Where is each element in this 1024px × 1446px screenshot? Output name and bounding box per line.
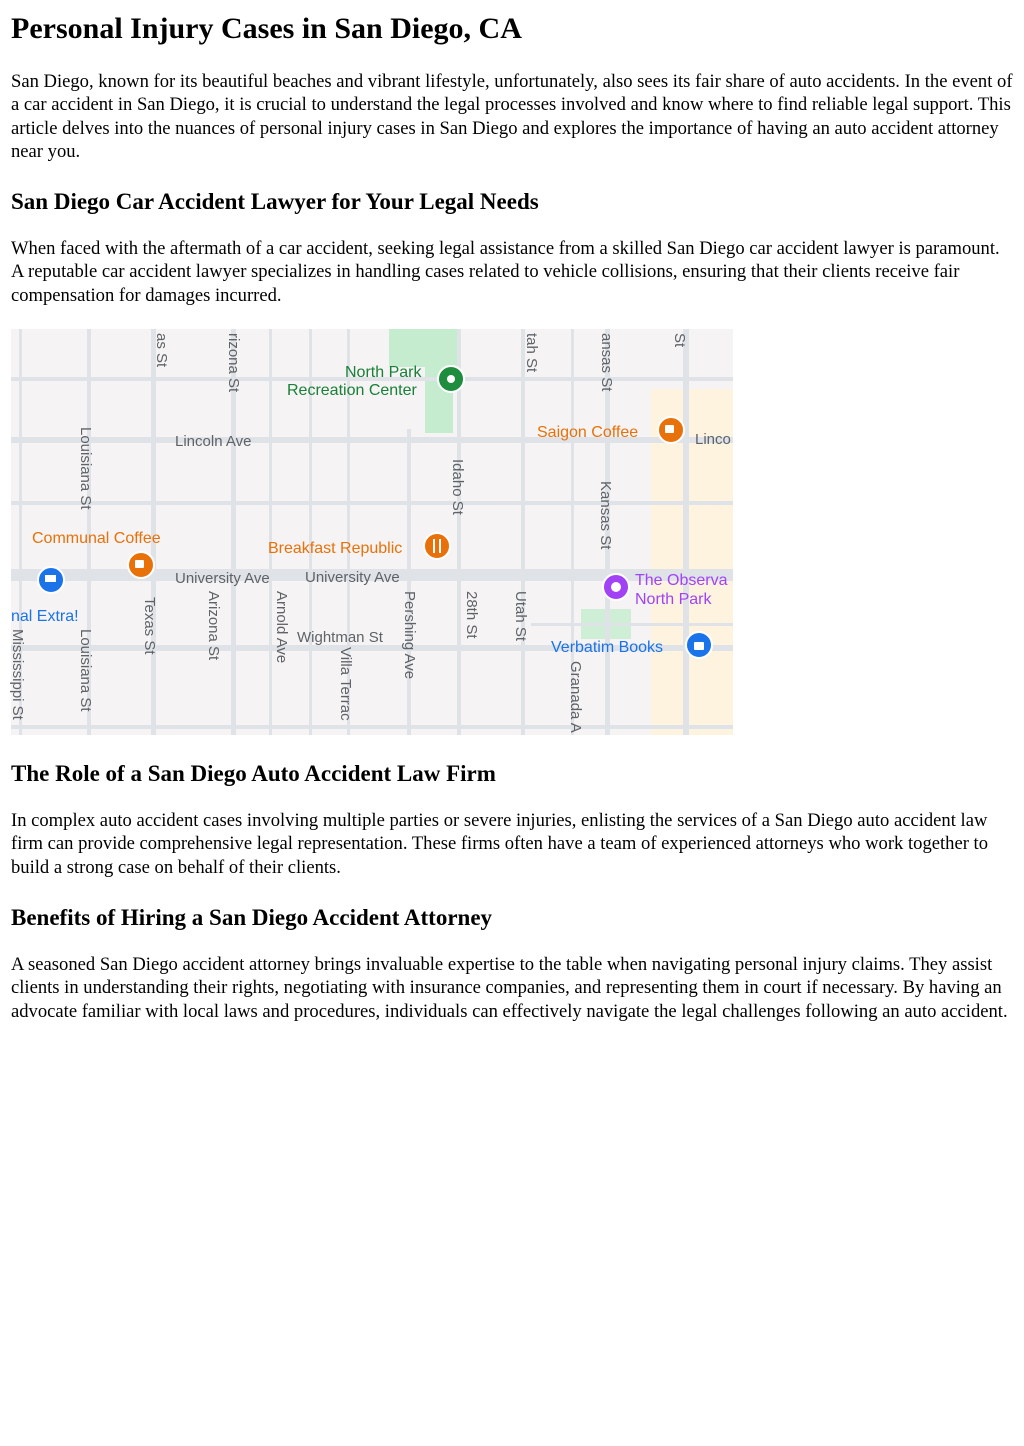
street-villa: Villa Terrac xyxy=(337,647,354,721)
street-university-2: University Ave xyxy=(305,569,400,587)
place-breakfast-republic: Breakfast Republic xyxy=(268,540,403,558)
street-idaho: Idaho St xyxy=(449,459,466,515)
street-lincoln: Lincoln Ave xyxy=(175,433,252,451)
section-heading-law-firm: The Role of a San Diego Auto Accident Law Firm xyxy=(11,761,496,787)
section-body-benefits: A seasoned San Diego accident attorney brings invaluable expertise to the table when navigating personal injury claims. They assist clients in understanding their rights, negotiating with insurance companies, and representing them in court if necessary. By having an advocate familiar with local laws and procedures, individuals can effectively navigate the legal challenges following an auto accident. xyxy=(11,953,1008,1022)
shopping-cart-pin-icon[interactable] xyxy=(38,567,64,593)
street-arnold: Arnold Ave xyxy=(273,591,290,664)
place-observatory-line2: North Park xyxy=(635,591,712,609)
street-arizona-top: rizona St xyxy=(225,333,242,393)
park-pin-icon[interactable] xyxy=(438,366,464,392)
street-arizona-low: Arizona St xyxy=(205,591,222,661)
section-heading-benefits: Benefits of Hiring a San Diego Accident Attorney xyxy=(11,904,493,930)
cafe-pin-icon[interactable] xyxy=(658,417,684,443)
place-extra: nal Extra! xyxy=(11,608,79,626)
street-kansas-top: ansas St xyxy=(598,333,615,392)
intro-paragraph: San Diego, known for its beautiful beaches and vibrant lifestyle, unfortunately, also sees its fair share of auto accidents. In the event of a car accident in San Diego, it is crucial to understand the legal processes involved and know where to find reliable legal support. This article delves into the nuances of personal injury cases in San Diego and explores the importance of having an auto accident attorney near you. xyxy=(11,71,1013,162)
shop-bag-pin-icon[interactable] xyxy=(686,632,712,658)
street-louisiana-upper: Louisiana St xyxy=(77,427,94,510)
section-heading-lawyer: San Diego Car Accident Lawyer for Your Legal Needs xyxy=(11,189,539,215)
park-area xyxy=(389,329,457,367)
place-north-park-line1: North Park xyxy=(345,364,422,382)
restaurant-pin-icon[interactable] xyxy=(424,533,450,559)
street-pershing: Pershing Ave xyxy=(401,591,418,680)
street-wightman: Wightman St xyxy=(297,629,383,647)
place-saigon-coffee: Saigon Coffee xyxy=(537,424,639,442)
place-north-park-line2: Recreation Center xyxy=(287,382,417,400)
entertainment-pin-icon[interactable] xyxy=(603,574,629,600)
cafe-pin-icon[interactable] xyxy=(128,552,154,578)
street-kansas-mid: Kansas St xyxy=(597,481,614,550)
street-louisiana-low: Louisiana St xyxy=(77,629,94,712)
street-university-1: University Ave xyxy=(175,570,270,588)
place-verbatim-books: Verbatim Books xyxy=(551,639,664,657)
street-28th: 28th St xyxy=(463,591,480,639)
street-texas-top: as St xyxy=(153,333,170,368)
street-lincoln-right: Linco xyxy=(695,431,731,449)
street-texas-low: Texas St xyxy=(141,597,158,655)
page-title: Personal Injury Cases in San Diego, CA xyxy=(11,12,522,45)
section-body-law-firm: In complex auto accident cases involving multiple parties or severe injuries, enlisting the services of a San Diego auto accident law firm can provide comprehensive legal representation. These firms often have a team of experienced attorneys who work together to build a strong case on behalf of their clients. xyxy=(11,810,989,878)
street-granada: Granada A xyxy=(567,661,584,733)
place-communal-coffee: Communal Coffee xyxy=(32,530,161,548)
street-utah-top: tah St xyxy=(523,333,540,373)
street-utah-low: Utah St xyxy=(512,591,529,642)
section-body-lawyer: When faced with the aftermath of a car accident, seeking legal assistance from a skilled San Diego car accident lawyer is paramount. A reputable car accident lawyer specializes in handling cases related to vehicle collisions, ensuring that their clients receive fair compensation for damages incurred. xyxy=(11,238,1000,306)
place-observatory-line1: The Observa xyxy=(635,572,728,590)
article xyxy=(11,0,1013,1023)
street-top-right: St xyxy=(671,333,688,348)
street-map[interactable] xyxy=(11,329,733,735)
street-mississippi: Mississippi St xyxy=(9,629,26,720)
